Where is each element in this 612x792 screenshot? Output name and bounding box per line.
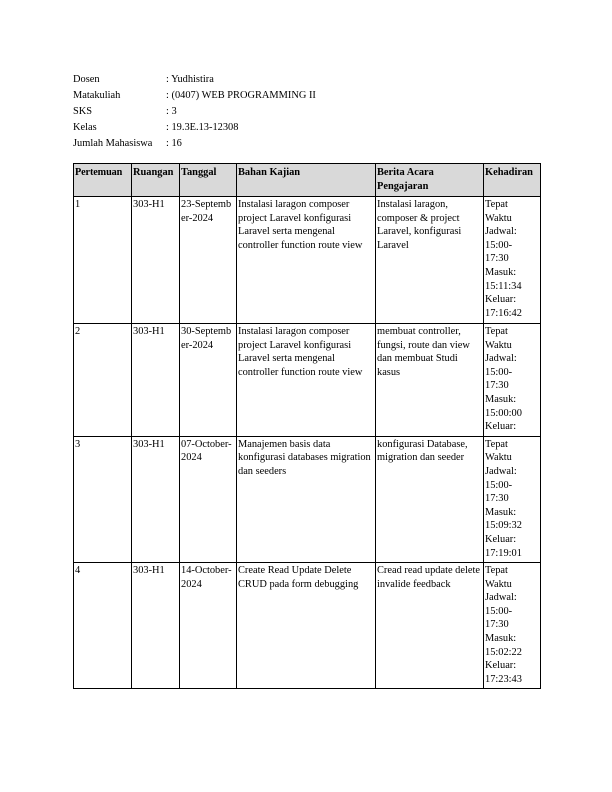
cell-ruangan: 303-H1 (132, 563, 180, 689)
cell-berita-acara: Instalasi laragon, composer & project Laravel, konfigurasi Laravel (376, 197, 484, 324)
kehadiran-line: Keluar: (485, 421, 517, 433)
info-row-dosen (73, 72, 316, 88)
info-label: Jumlah Mahasiswa (73, 138, 153, 149)
cell-tanggal: 23-September-2024 (180, 197, 237, 324)
cell-kehadiran (484, 436, 541, 562)
kehadiran-line: Waktu (485, 452, 512, 464)
cell-pertemuan: 2 (74, 324, 132, 437)
info-value: : (0407) WEB PROGRAMMING II (166, 90, 316, 101)
info-label: Dosen (73, 74, 100, 85)
table-row (74, 197, 541, 324)
cell-pertemuan: 1 (74, 197, 132, 324)
cell-tanggal: 07-October-2024 (180, 436, 237, 562)
info-row-sks (73, 104, 316, 120)
kehadiran-line: Jadwal: (485, 465, 517, 477)
kehadiran-line: Keluar: (485, 294, 517, 306)
kehadiran-line: 15:02:22 (485, 646, 522, 658)
kehadiran-line: 17:23:43 (485, 673, 522, 685)
cell-ruangan: 303-H1 (132, 436, 180, 562)
cell-berita-acara: Cread read update delete invalide feedback (376, 563, 484, 689)
kehadiran-line: 17:30 (485, 493, 509, 505)
kehadiran-line: 15:00- (485, 479, 513, 491)
table-row (74, 324, 541, 437)
kehadiran-line: Waktu (485, 212, 512, 224)
kehadiran-line: Masuk: (485, 633, 517, 645)
cell-ruangan: 303-H1 (132, 197, 180, 324)
info-row-matakuliah (73, 88, 316, 104)
kehadiran-line: Jadwal: (485, 226, 517, 238)
cell-bahan-kajian: Manajemen basis data konfigurasi databases migration dan seeders (237, 436, 376, 562)
kehadiran-line: Waktu (485, 339, 512, 351)
kehadiran-line: Masuk: (485, 393, 517, 405)
kehadiran-line: 17:30 (485, 253, 509, 265)
kehadiran-line: Tepat (485, 199, 508, 210)
cell-pertemuan: 3 (74, 436, 132, 562)
cell-berita-acara: konfigurasi Database, migration dan seeder (376, 436, 484, 562)
kehadiran-line: 15:11:34 (485, 280, 522, 292)
info-value: : 3 (166, 106, 177, 117)
kehadiran-line: Jadwal: (485, 592, 517, 604)
cell-kehadiran (484, 324, 541, 437)
info-row-jumlah-mahasiswa (73, 136, 316, 152)
cell-berita-acara: membuat controller, fungsi, route dan view dan membuat Studi kasus (376, 324, 484, 437)
cell-bahan-kajian: Instalasi laragon composer project Laravel konfigurasi Laravel serta mengenal controller function route view (237, 197, 376, 324)
kehadiran-line: 15:00- (485, 605, 513, 617)
info-label: Kelas (73, 122, 97, 133)
course-info (73, 72, 316, 152)
header-kehadiran: Kehadiran (484, 164, 541, 197)
kehadiran-line: 17:19:01 (485, 547, 522, 559)
kehadiran-line: Keluar: (485, 660, 517, 672)
header-ruangan: Ruangan (132, 164, 180, 197)
table-row (74, 436, 541, 562)
cell-ruangan: 303-H1 (132, 324, 180, 437)
cell-tanggal: 14-October-2024 (180, 563, 237, 689)
kehadiran-line: 15:09:32 (485, 520, 522, 532)
cell-bahan-kajian: Create Read Update Delete CRUD pada form debugging (237, 563, 376, 689)
cell-pertemuan: 4 (74, 563, 132, 689)
kehadiran-line: Tepat (485, 326, 508, 337)
kehadiran-line: Tepat (485, 438, 508, 450)
kehadiran-line: 15:00:00 (485, 407, 522, 419)
cell-tanggal: 30-September-2024 (180, 324, 237, 437)
schedule-table (73, 163, 541, 689)
kehadiran-line: Masuk: (485, 506, 517, 518)
kehadiran-line: 17:16:42 (485, 307, 522, 319)
header-tanggal: Tanggal (180, 164, 237, 197)
info-value: : Yudhistira (166, 74, 214, 85)
cell-kehadiran (484, 563, 541, 689)
header-pertemuan: Pertemuan (74, 164, 132, 197)
table-header-row (74, 164, 541, 197)
kehadiran-line: 17:30 (485, 619, 509, 631)
header-berita-acara: Berita Acara Pengajaran (376, 164, 484, 197)
kehadiran-line: 15:00- (485, 239, 513, 251)
info-label: SKS (73, 106, 93, 117)
kehadiran-line: Jadwal: (485, 353, 517, 365)
kehadiran-line: Tepat (485, 565, 508, 577)
kehadiran-line: 15:00- (485, 366, 513, 378)
table-row (74, 563, 541, 689)
info-value: : 16 (166, 138, 182, 149)
info-row-kelas (73, 120, 316, 136)
cell-kehadiran (484, 197, 541, 324)
info-value: : 19.3E.13-12308 (166, 122, 239, 133)
cell-bahan-kajian: Instalasi laragon composer project Laravel konfigurasi Laravel serta mengenal controller function route view (237, 324, 376, 437)
info-label: Matakuliah (73, 90, 121, 101)
kehadiran-line: Waktu (485, 578, 512, 590)
kehadiran-line: 17:30 (485, 380, 509, 392)
header-bahan-kajian: Bahan Kajian (237, 164, 376, 197)
kehadiran-line: Keluar: (485, 533, 517, 545)
kehadiran-line: Masuk: (485, 266, 517, 278)
